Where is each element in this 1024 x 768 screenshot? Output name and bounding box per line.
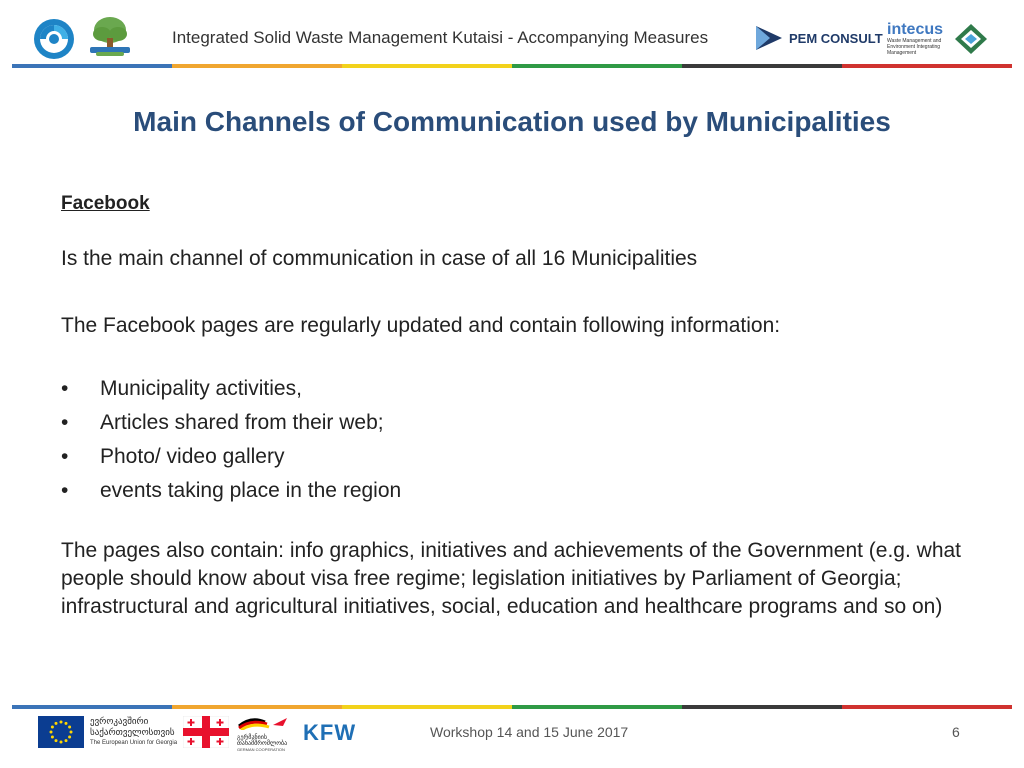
intecus-logo-icon xyxy=(887,22,945,56)
swirl-logo-icon xyxy=(32,17,76,61)
tree-logo-icon xyxy=(86,14,134,58)
list-item: • events taking place in the region xyxy=(61,479,402,502)
slide-title: Main Channels of Communication used by Municipalities xyxy=(133,106,891,137)
list-item: • Articles shared from their web; xyxy=(61,411,384,434)
header-title: Integrated Solid Waste Management Kutaisi - Accompanying Measures xyxy=(172,28,709,47)
header xyxy=(0,0,1024,72)
eu-line-2: საქართველოსთვის xyxy=(90,728,175,738)
footer-color-stripe xyxy=(12,705,1012,709)
bullet-text: Photo/ video gallery xyxy=(100,445,285,468)
page-number: 6 xyxy=(952,724,960,740)
list-item: • Photo/ video gallery xyxy=(61,445,285,468)
german-line-3: GERMAN COOPERATION xyxy=(237,747,285,752)
pem-logo-text: PEM CONSULT xyxy=(789,31,883,46)
bullet-text: Municipality activities, xyxy=(100,377,302,400)
german-coop-icon xyxy=(237,716,297,752)
paragraph-government-info: The pages also contain: info graphics, initiatives and achievements of the Government (e.g. what people should know about visa free regime; legislation initiatives by Parliament of Georgia; infrastructural and agricultural initiatives, social, education and healthcare programs and so on) xyxy=(61,539,962,618)
footer-workshop-text: Workshop 14 and 15 June 2017 xyxy=(430,724,629,740)
eu-flag-icon xyxy=(38,716,84,748)
kfw-logo-text: KFW xyxy=(303,720,357,745)
kfw-logo-icon xyxy=(303,720,356,746)
german-line-2: თანამშრომლობა xyxy=(237,740,288,747)
section-heading: Facebook xyxy=(61,193,150,214)
intecus-logo-text: intecus xyxy=(887,21,944,38)
bullet-text: events taking place in the region xyxy=(100,479,402,502)
georgia-flag-icon xyxy=(183,716,229,748)
paragraph-updated-pages: The Facebook pages are regularly updated and contain following information: xyxy=(61,314,781,337)
eu-logo-text xyxy=(90,717,180,747)
info-bullet-list xyxy=(61,373,401,509)
pem-logo-icon xyxy=(756,26,782,50)
bullet-text: Articles shared from their web; xyxy=(100,411,384,434)
german-line-1: გერმანიის xyxy=(237,734,267,741)
header-color-stripe xyxy=(12,64,1012,68)
paragraph-main-channel: Is the main channel of communication in case of all 16 Municipalities xyxy=(61,247,698,270)
eu-line-1: ევროკავშირი xyxy=(90,717,149,727)
intecus-logo-sub: Waste Management and Environment Integrating Management xyxy=(887,38,942,56)
g-logo-icon xyxy=(955,24,987,54)
list-item: • Municipality activities, xyxy=(61,377,302,400)
eu-line-3: The European Union for Georgia xyxy=(90,740,178,746)
